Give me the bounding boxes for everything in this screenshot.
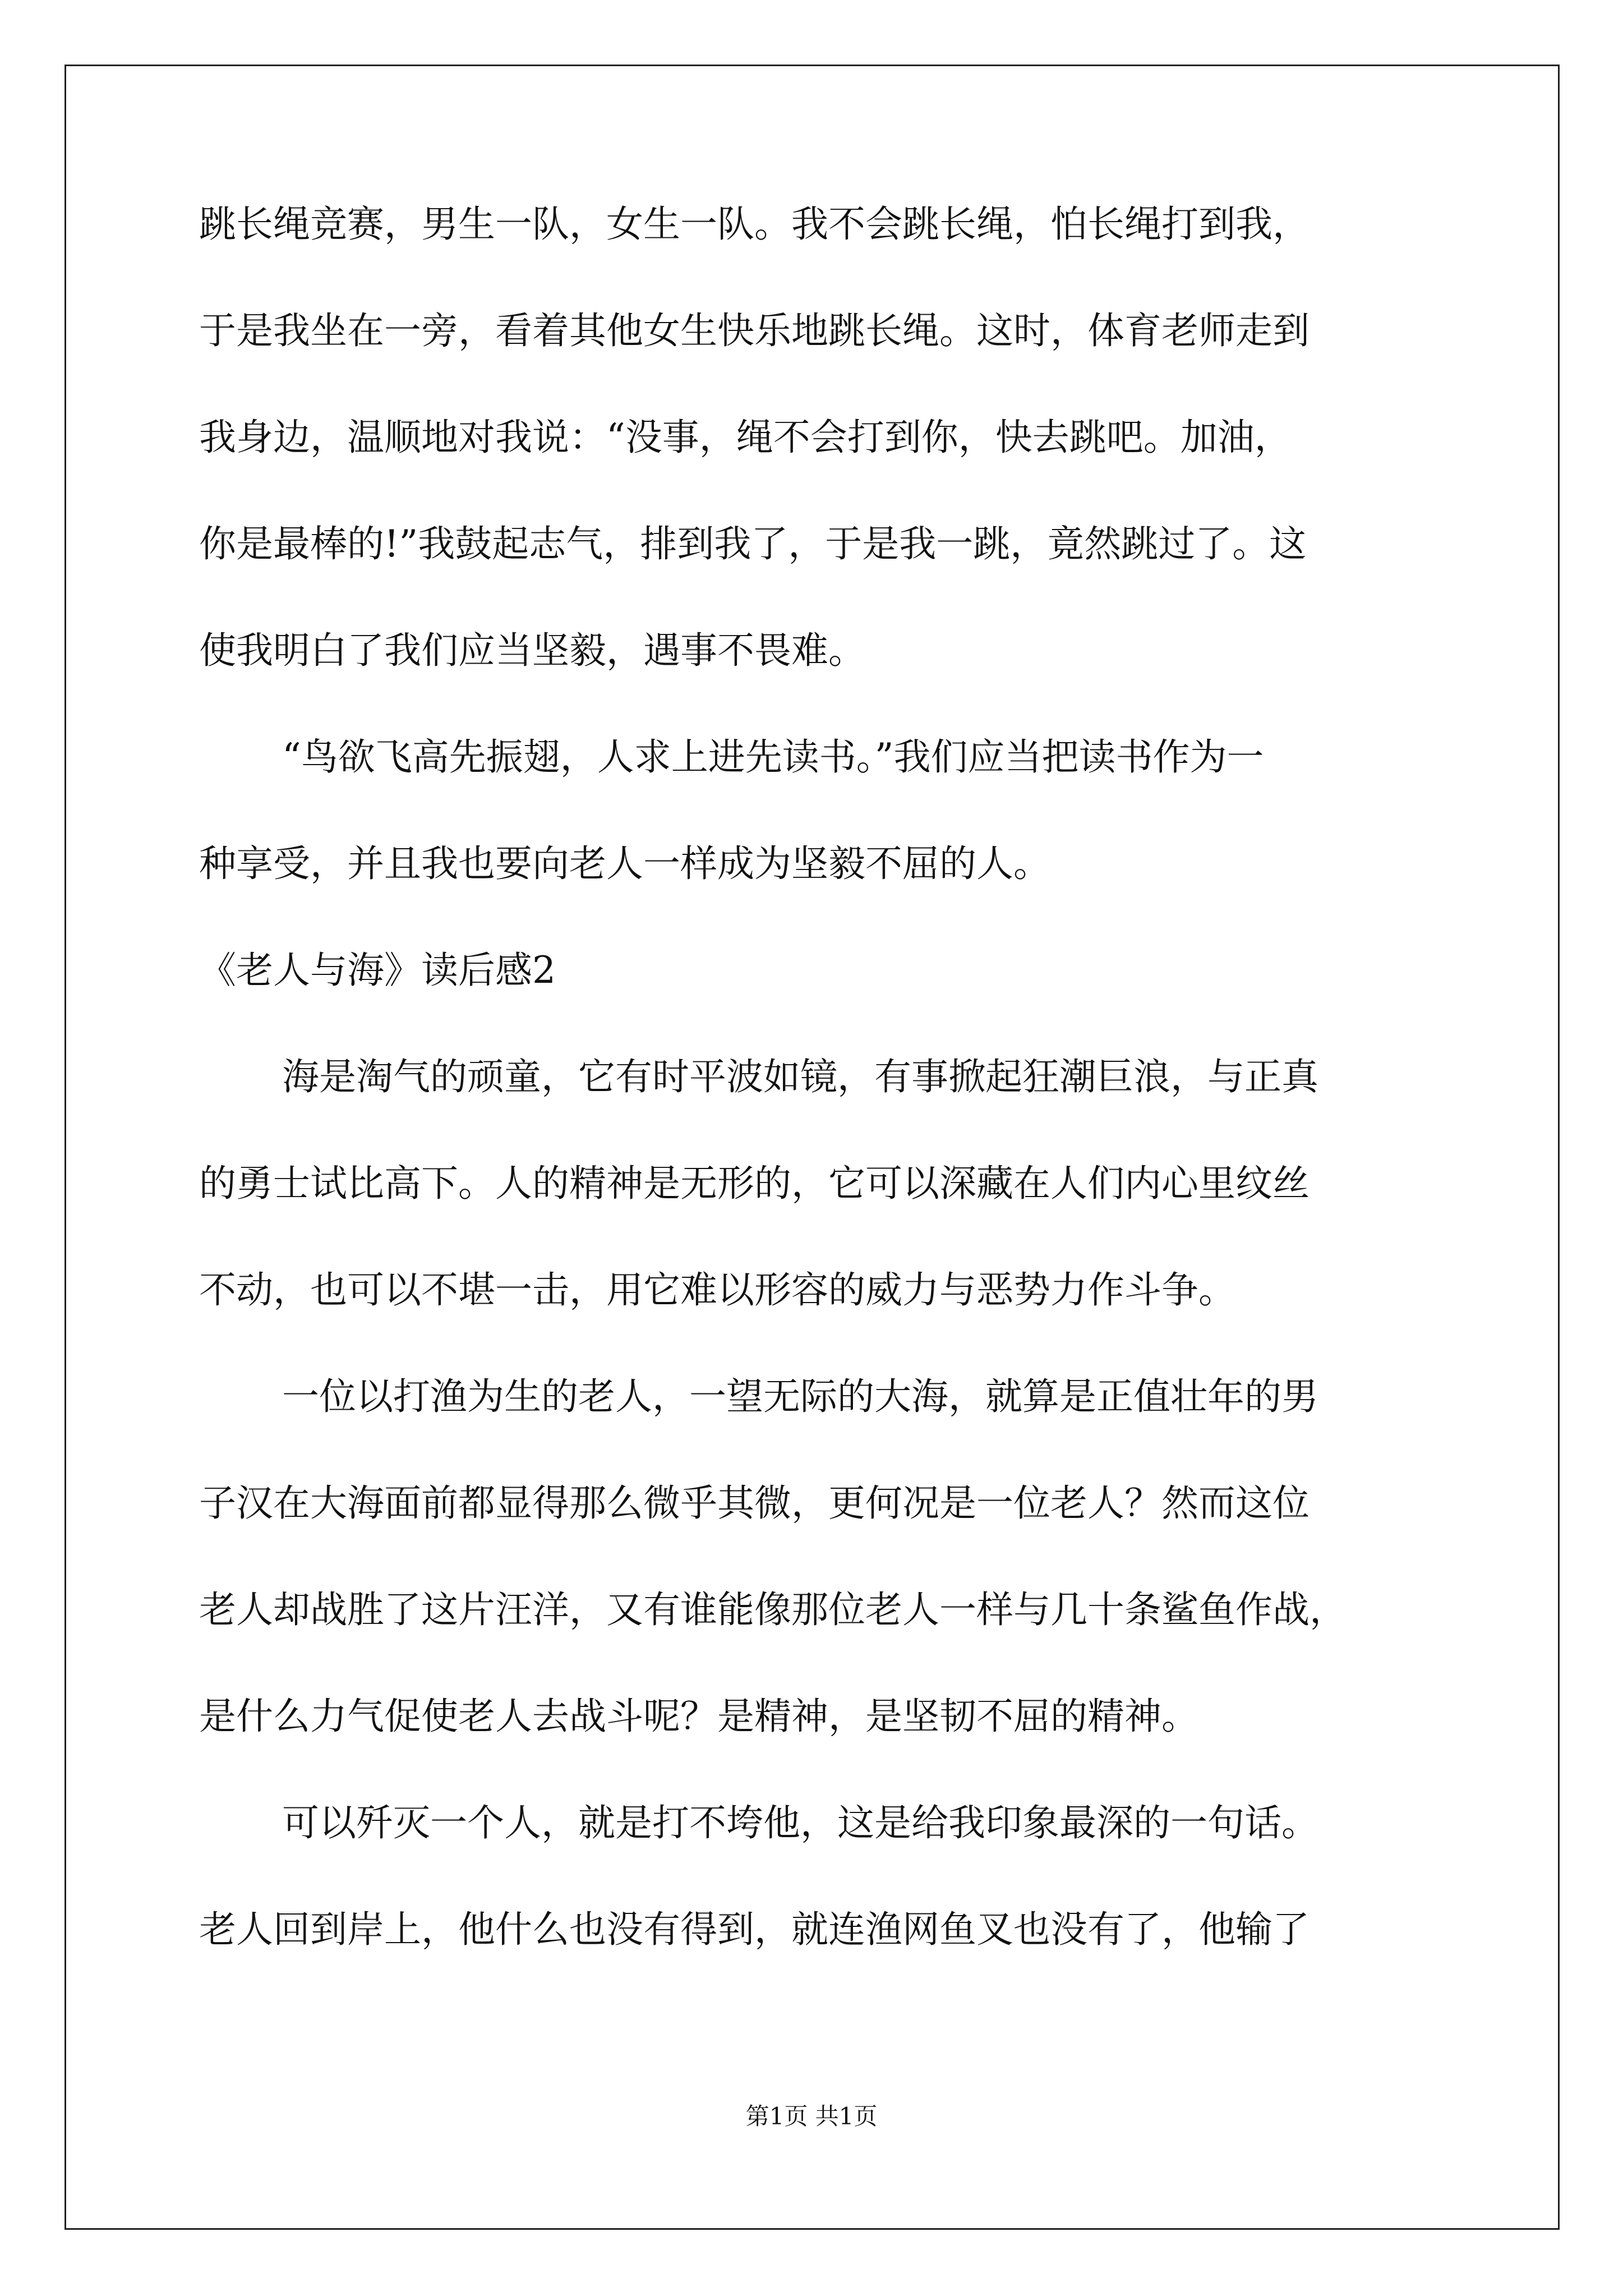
- text-line: 你是最棒的!”我鼓起志气，排到我了，于是我一跳，竟然跳过了。这: [199, 522, 1307, 565]
- text-line: 我身边，温顺地对我说：“没事，绳不会打到你，快去跳吧。加油，: [199, 416, 1292, 459]
- text-line: 老人却战胜了这片汪洋，又有谁能像那位老人一样与几十条鲨鱼作战，: [199, 1588, 1347, 1631]
- text-line: 跳长绳竞赛，男生一队，女生一队。我不会跳长绳，怕长绳打到我，: [199, 203, 1310, 246]
- text-line: 一位以打渔为生的老人，一望无际的大海，就算是正值壮年的男: [282, 1375, 1318, 1418]
- text-line: 海是淘气的顽童，它有时平波如镜，有事掀起狂潮巨浪，与正真: [282, 1055, 1318, 1098]
- text-line: 是什么力气促使老人去战斗呢？是精神，是坚韧不屈的精神。: [199, 1695, 1198, 1738]
- text-line: 老人回到岸上，他什么也没有得到，就连渔网鱼叉也没有了，他输了: [199, 1908, 1310, 1951]
- text-line: 不动，也可以不堪一击，用它难以形容的威力与恶势力作斗争。: [199, 1268, 1235, 1312]
- text-line: 使我明白了我们应当坚毅，遇事不畏难。: [199, 629, 865, 672]
- text-line: 可以歼灭一个人，就是打不垮他，这是给我印象最深的一句话。: [282, 1801, 1318, 1844]
- text-line: 子汉在大海面前都显得那么微乎其微，更何况是一位老人？然而这位: [199, 1481, 1310, 1525]
- text-line: “鸟欲飞高先振翅，人求上进先读书。”我们应当把读书作为一: [282, 735, 1264, 779]
- text-line: 种享受，并且我也要向老人一样成为坚毅不屈的人。: [199, 842, 1050, 885]
- section-heading: 《老人与海》读后感2: [199, 949, 556, 992]
- document-body: [199, 196, 1427, 1958]
- text-line: 于是我坐在一旁，看着其他女生快乐地跳长绳。这时，体育老师走到: [199, 309, 1310, 352]
- page-footer: 第1页 共1页: [745, 2102, 878, 2130]
- text-line: 的勇士试比高下。人的精神是无形的，它可以深藏在人们内心里纹丝: [199, 1162, 1310, 1205]
